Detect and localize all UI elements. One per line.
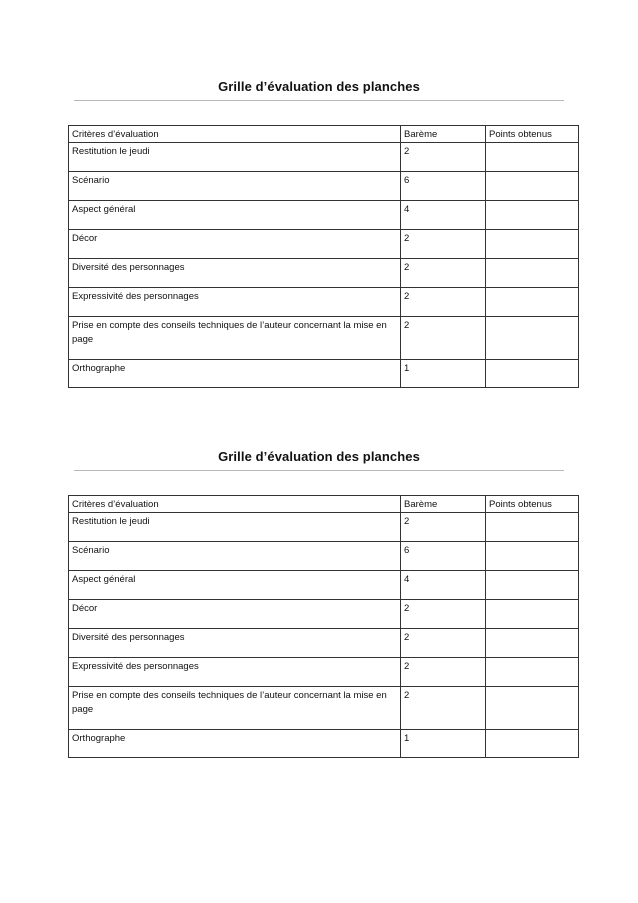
scale-cell: 2	[401, 658, 486, 687]
scale-cell: 2	[401, 513, 486, 542]
table-row	[69, 143, 579, 172]
scale-cell: 1	[401, 730, 486, 758]
criteria-cell: Expressivité des personnages	[69, 288, 401, 317]
scale-cell: 4	[401, 201, 486, 230]
scale-cell: 2	[401, 259, 486, 288]
header-points: Points obtenus	[486, 126, 579, 143]
points-cell[interactable]	[486, 513, 579, 542]
table-row	[69, 542, 579, 571]
title-underline	[74, 100, 564, 101]
points-cell[interactable]	[486, 658, 579, 687]
points-cell[interactable]	[486, 600, 579, 629]
scale-cell: 2	[401, 288, 486, 317]
points-cell[interactable]	[486, 571, 579, 600]
scale-cell: 2	[401, 317, 486, 360]
table-header-row	[69, 496, 579, 513]
evaluation-table	[68, 495, 579, 758]
grid-title: Grille d’évaluation des planches	[218, 449, 420, 464]
grid-title: Grille d’évaluation des planches	[218, 79, 420, 94]
table-row	[69, 513, 579, 542]
evaluation-grid-2	[0, 448, 638, 744]
criteria-cell: Diversité des personnages	[69, 259, 401, 288]
scale-cell: 6	[401, 172, 486, 201]
title-underline	[74, 470, 564, 471]
table-row	[69, 571, 579, 600]
table-row	[69, 600, 579, 629]
criteria-cell: Scénario	[69, 172, 401, 201]
table-row	[69, 360, 579, 388]
scale-cell: 2	[401, 629, 486, 658]
table-row	[69, 259, 579, 288]
header-criteria: Critères d’évaluation	[69, 496, 401, 513]
scale-cell: 2	[401, 600, 486, 629]
table-row	[69, 172, 579, 201]
scale-cell: 2	[401, 143, 486, 172]
table-row	[69, 730, 579, 758]
points-cell[interactable]	[486, 542, 579, 571]
criteria-cell: Décor	[69, 600, 401, 629]
points-cell[interactable]	[486, 629, 579, 658]
points-cell[interactable]	[486, 259, 579, 288]
criteria-cell: Restitution le jeudi	[69, 513, 401, 542]
header-points: Points obtenus	[486, 496, 579, 513]
points-cell[interactable]	[486, 143, 579, 172]
table-row	[69, 288, 579, 317]
points-cell[interactable]	[486, 288, 579, 317]
points-cell[interactable]	[486, 730, 579, 758]
table-header-row	[69, 126, 579, 143]
scale-cell: 2	[401, 687, 486, 730]
criteria-cell: Diversité des personnages	[69, 629, 401, 658]
criteria-cell: Scénario	[69, 542, 401, 571]
criteria-cell: Orthographe	[69, 730, 401, 758]
evaluation-table	[68, 125, 579, 388]
criteria-cell: Prise en compte des conseils techniques de l’auteur concernant la mise en page	[69, 317, 401, 360]
criteria-cell: Prise en compte des conseils techniques de l’auteur concernant la mise en page	[69, 687, 401, 730]
table-row	[69, 687, 579, 730]
table-row	[69, 230, 579, 259]
points-cell[interactable]	[486, 317, 579, 360]
table-row	[69, 629, 579, 658]
points-cell[interactable]	[486, 230, 579, 259]
criteria-cell: Aspect général	[69, 571, 401, 600]
points-cell[interactable]	[486, 172, 579, 201]
scale-cell: 4	[401, 571, 486, 600]
evaluation-grid-1	[0, 78, 638, 374]
criteria-cell: Décor	[69, 230, 401, 259]
criteria-cell: Restitution le jeudi	[69, 143, 401, 172]
scale-cell: 1	[401, 360, 486, 388]
points-cell[interactable]	[486, 201, 579, 230]
table-row	[69, 317, 579, 360]
criteria-cell: Aspect général	[69, 201, 401, 230]
header-criteria: Critères d’évaluation	[69, 126, 401, 143]
points-cell[interactable]	[486, 687, 579, 730]
table-row	[69, 201, 579, 230]
scale-cell: 6	[401, 542, 486, 571]
header-scale: Barème	[401, 126, 486, 143]
criteria-cell: Orthographe	[69, 360, 401, 388]
table-row	[69, 658, 579, 687]
points-cell[interactable]	[486, 360, 579, 388]
criteria-cell: Expressivité des personnages	[69, 658, 401, 687]
scale-cell: 2	[401, 230, 486, 259]
header-scale: Barème	[401, 496, 486, 513]
